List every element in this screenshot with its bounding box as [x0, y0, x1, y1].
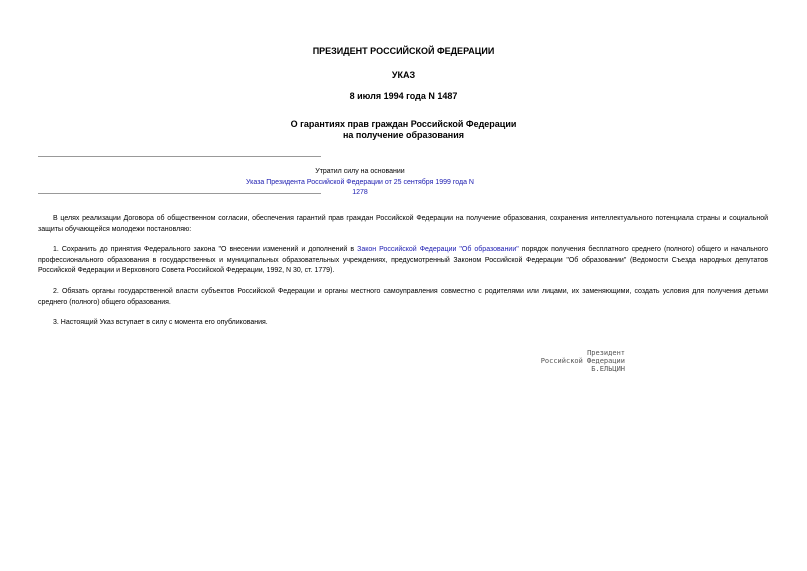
repeal-note: Утратил силу на основании	[315, 168, 405, 175]
document-title-line-2: на получение образования	[342, 130, 465, 140]
education-law-link[interactable]: Закон Российской Федерации "Об образовании"	[357, 246, 519, 253]
issuer-heading: ПРЕЗИДЕНТ РОССИЙСКОЙ ФЕДЕРАЦИИ	[312, 46, 495, 56]
repeal-decree-link[interactable]: Указа Президента Российской Федерации от 25 сентября 1999 года N 1278	[246, 179, 474, 196]
divider-bottom	[38, 193, 321, 194]
signature-title-2: Российской Федерации	[540, 357, 625, 365]
paragraph-1-text-start: 1. Сохранить до принятия Федерального закона "О внесении изменений и дополнений в	[53, 246, 358, 253]
paragraph-2: 2. Обязать органы государственной власти субъектов Российской Федерации и органы местного самоуправления совместно с родителями или лицами, их заменяющими, создать условия для получения детьми среднего (полного) общего образования.	[38, 288, 768, 306]
paragraph-3: 3. Настоящий Указ вступает в силу с момента его опубликования.	[53, 319, 268, 326]
paragraph-1	[38, 245, 768, 277]
document-title-line-1: О гарантиях прав граждан Российской Федерации	[290, 119, 517, 129]
divider-top	[38, 156, 321, 157]
paragraph-1-text-end: порядок получения бесплатного среднего (полного) общего и начального профессионального образования в государственных и муниципальных образовательных учреждениях, предусмотренный Законом Российской Федерации "Об образовании" (Ведомости Съезда народных депутатов Российской Федерации и Верховного Совета Российской Федерации, 1992, N 30, ст. 1779).	[38, 246, 768, 274]
signature-name: Б.ЕЛЬЦИН	[591, 365, 625, 373]
document-type-heading: УКАЗ	[391, 70, 416, 80]
signature-title: Президент	[587, 349, 625, 357]
intro-paragraph: В целях реализации Договора об общественном согласии, обеспечения гарантий прав граждан Российской Федерации на получение образования, сохранения интеллектуального потенциала страны и социальной защиты обучающейся молодежи постановляю:	[38, 215, 768, 233]
date-number-heading: 8 июля 1994 года N 1487	[349, 91, 458, 101]
